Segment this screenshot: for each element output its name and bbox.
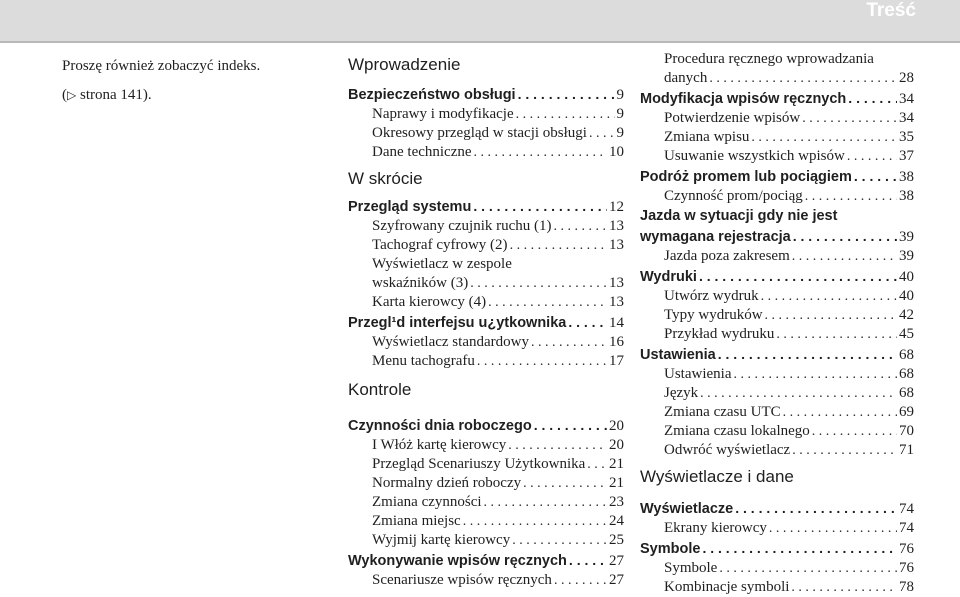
dot-leader: [699, 266, 897, 286]
toc-chapter-entry[interactable]: [348, 196, 624, 217]
toc-page-number: 74: [899, 520, 914, 536]
toc-chapter-entry[interactable]: [640, 538, 914, 559]
section-title: Treść: [866, 0, 916, 21]
toc-entry-title: Wykonywanie wpisów ręcznych: [348, 553, 567, 569]
toc-chapter-entry[interactable]: [348, 550, 624, 571]
toc-subentry[interactable]: [348, 293, 624, 312]
dot-leader: [765, 306, 897, 325]
toc-column-left: [348, 50, 624, 590]
toc-page-number: 74: [899, 501, 914, 517]
toc-entry-title: Normalny dzień roboczy: [372, 475, 522, 491]
toc-page-number: 34: [899, 91, 914, 107]
dot-leader: [484, 493, 607, 512]
toc-chapter-entry[interactable]: [640, 266, 914, 287]
dot-leader: [761, 287, 897, 306]
dot-leader: [534, 415, 607, 435]
toc-entry-title: Symbole: [640, 541, 701, 557]
toc-subentry[interactable]: [640, 519, 914, 538]
toc-entry-title: Tachograf cyfrowy (2): [372, 237, 508, 253]
toc-entry-title: Przykład wydruku: [664, 326, 775, 342]
toc-subentry[interactable]: [640, 403, 914, 422]
toc-entry-title: Utwórz wydruk: [664, 288, 759, 304]
toc-entry-title: Menu tachografu: [372, 353, 475, 369]
toc-subentry[interactable]: [640, 147, 914, 166]
toc-chapter-entry[interactable]: [640, 206, 914, 247]
toc-subentry[interactable]: [348, 236, 624, 255]
toc-page-number: 9: [616, 125, 624, 141]
dot-leader: [776, 325, 897, 344]
dot-leader: [769, 519, 897, 538]
toc-page-number: 10: [609, 144, 624, 160]
toc-chapter-entry[interactable]: [348, 415, 624, 436]
index-note-reference: (▷ strona 141).: [62, 87, 152, 103]
toc-subentry[interactable]: [348, 124, 624, 143]
dot-leader: [589, 124, 615, 143]
toc-subentry[interactable]: [348, 531, 624, 550]
section-heading: Kontrole: [348, 380, 412, 399]
toc-subentry[interactable]: [348, 143, 624, 162]
toc-subentry[interactable]: [348, 217, 624, 236]
toc-subentry[interactable]: [640, 50, 914, 88]
toc-entry-title: Czynność prom/pociąg: [664, 188, 803, 204]
toc-subentry[interactable]: [348, 333, 624, 352]
dot-leader: [791, 578, 897, 597]
dot-leader: [735, 498, 897, 518]
dot-leader: [510, 236, 607, 255]
toc-page-number: 76: [899, 541, 914, 557]
toc-subentry[interactable]: [640, 287, 914, 306]
dot-leader: [554, 571, 607, 590]
toc-subentry[interactable]: [640, 578, 914, 597]
header-bar: [0, 0, 960, 43]
index-note: [62, 52, 292, 110]
dot-leader: [531, 333, 607, 352]
dot-leader: [518, 84, 615, 104]
toc-page-number: 37: [899, 148, 914, 164]
toc-page-number: 68: [899, 366, 914, 382]
toc-entry-title: Wyświetlacz w zespole: [372, 256, 512, 272]
toc-entry-title: Przegląd systemu: [348, 199, 472, 215]
toc-page-number: 76: [899, 560, 914, 576]
toc-page-number: 35: [899, 129, 914, 145]
toc-chapter-entry[interactable]: [640, 166, 914, 187]
toc-chapter-entry[interactable]: [640, 344, 914, 365]
toc-subentry[interactable]: [640, 187, 914, 206]
section-heading: Wprowadzenie: [348, 55, 461, 74]
dot-leader: [512, 531, 607, 550]
toc-subentry[interactable]: [348, 255, 624, 293]
toc-entry-title: Usuwanie wszystkich wpisów: [664, 148, 845, 164]
toc-entry-title: Karta kierowcy (4): [372, 294, 487, 310]
toc-entry-title: Dane techniczne: [372, 144, 472, 160]
dot-leader: [554, 217, 607, 236]
dot-leader: [812, 422, 897, 441]
toc-entry-title: Zmiana czynności: [372, 494, 482, 510]
toc-entry-title: Potwierdzenie wpisów: [664, 110, 801, 126]
toc-entry-title: Podróż promem lub pociągiem: [640, 169, 852, 185]
toc-entry-title: Przegl¹d interfejsu u¿ytkownika: [348, 315, 567, 331]
dot-leader: [473, 196, 607, 216]
toc-page-number: 20: [609, 418, 624, 434]
toc-page-number: 12: [609, 199, 624, 215]
toc-entry-title: Wydruki: [640, 269, 697, 285]
toc-entry-title: Modyfikacja wpisów ręcznych: [640, 91, 847, 107]
toc-subentry[interactable]: [348, 436, 624, 455]
toc-entry-title: Ekrany kierowcy: [664, 520, 767, 536]
toc-page-number: 27: [609, 572, 624, 588]
dot-leader: [805, 187, 897, 206]
toc-page-number: 68: [899, 385, 914, 401]
toc-page-number: 40: [899, 269, 914, 285]
dot-leader: [718, 344, 897, 364]
toc-subentry[interactable]: [640, 365, 914, 384]
toc-page-number: 39: [899, 229, 914, 245]
dot-leader: [733, 365, 897, 384]
toc-page-number: 70: [899, 423, 914, 439]
toc-subentry[interactable]: [348, 352, 624, 371]
toc-page-number: 23: [609, 494, 624, 510]
dot-leader: [477, 352, 607, 371]
toc-entry-title: Jazda w sytuacji gdy nie jest: [640, 208, 838, 224]
toc-entry-title: Odwróć wyświetlacz: [664, 442, 791, 458]
toc-entry-title: Wyjmij kartę kierowcy: [372, 532, 511, 548]
dot-leader: [463, 512, 607, 531]
toc-page-number: 42: [899, 307, 914, 323]
toc-entry-title: Ustawienia: [664, 366, 732, 382]
dot-leader: [709, 69, 897, 88]
toc-chapter-entry[interactable]: [640, 88, 914, 109]
toc-page-number: 16: [609, 334, 624, 350]
dot-leader: [474, 143, 607, 162]
toc-page-number: 27: [609, 553, 624, 569]
toc-page-number: 13: [609, 275, 624, 291]
toc-chapter-entry[interactable]: [348, 84, 624, 105]
toc-entry-title: Procedura ręcznego wprowadzania: [664, 51, 874, 67]
toc-subentry[interactable]: [640, 128, 914, 147]
section-heading: Wyświetlacze i dane: [640, 467, 794, 486]
toc-page-number: 38: [899, 188, 914, 204]
toc-entry-title: danych: [664, 70, 708, 86]
toc-page-number: 17: [609, 353, 624, 369]
toc-page-number: 38: [899, 169, 914, 185]
dot-leader: [802, 109, 897, 128]
toc-chapter-entry[interactable]: [348, 312, 624, 333]
toc-entry-title: Typy wydruków: [664, 307, 763, 323]
toc-page-number: 13: [609, 218, 624, 234]
toc-entry-title: Szyfrowany czujnik ruchu (1): [372, 218, 552, 234]
dot-leader: [508, 436, 607, 455]
toc-entry-title: wskaźników (3): [372, 275, 469, 291]
toc-page-number: 28: [899, 70, 914, 86]
toc-page-number: 13: [609, 294, 624, 310]
toc-page-number: 24: [609, 513, 624, 529]
dot-leader: [792, 247, 897, 266]
toc-subentry[interactable]: [348, 571, 624, 590]
toc-entry-title: Ustawienia: [640, 347, 716, 363]
toc-page-number: 9: [616, 87, 624, 103]
toc-subentry[interactable]: [640, 247, 914, 266]
toc-subentry[interactable]: [348, 474, 624, 493]
toc-page-number: 69: [899, 404, 914, 420]
toc-page-number: 45: [899, 326, 914, 342]
dot-leader: [719, 559, 897, 578]
toc-entry-title: Symbole: [664, 560, 718, 576]
toc-entry-title: Naprawy i modyfikacje: [372, 106, 514, 122]
toc-entry-title: Zmiana czasu UTC: [664, 404, 781, 420]
dot-leader: [854, 166, 897, 186]
toc-page-number: 21: [609, 475, 624, 491]
toc-subentry[interactable]: [348, 493, 624, 512]
toc-entry-title: Kombinacje symboli: [664, 579, 790, 595]
toc-entry-title: Wyświetlacz standardowy: [372, 334, 529, 350]
toc-subentry[interactable]: [348, 105, 624, 124]
toc-entry-title: Zmiana czasu lokalnego: [664, 423, 810, 439]
dot-leader: [792, 441, 897, 460]
dot-leader: [793, 226, 897, 246]
toc-page-number: 71: [899, 442, 914, 458]
toc-column-right: [640, 50, 914, 597]
toc-entry-title: I Włóż kartę kierowcy: [372, 437, 507, 453]
toc-subentry[interactable]: [640, 306, 914, 325]
dot-leader: [847, 147, 897, 166]
dot-leader: [783, 403, 897, 422]
toc-entry-title: Zmiana wpisu: [664, 129, 750, 145]
toc-page-number: 78: [899, 579, 914, 595]
toc-subentry[interactable]: [348, 455, 624, 474]
toc-page-number: 40: [899, 288, 914, 304]
toc-chapter-entry[interactable]: [640, 498, 914, 519]
index-note-line: Proszę również zobaczyć indeks.: [62, 58, 261, 74]
toc-entry-title: Bezpieczeństwo obsługi: [348, 87, 516, 103]
toc-page-number: 68: [899, 347, 914, 363]
section-heading: W skrócie: [348, 169, 423, 188]
toc-entry-title: Język: [664, 385, 699, 401]
page-ref-arrow-icon: ▷: [67, 88, 77, 102]
dot-leader: [587, 455, 607, 474]
toc-subentry[interactable]: [640, 422, 914, 441]
dot-leader: [569, 550, 607, 570]
dot-leader: [523, 474, 607, 493]
toc-entry-title: Zmiana miejsc: [372, 513, 461, 529]
dot-leader: [470, 274, 607, 293]
index-note-page: strona 141).: [79, 87, 152, 103]
toc-page-number: 21: [609, 456, 624, 472]
toc-subentry[interactable]: [640, 559, 914, 578]
toc-page-number: 39: [899, 248, 914, 264]
dot-leader: [488, 293, 607, 312]
toc-subentry[interactable]: [640, 109, 914, 128]
toc-entry-title: Wyświetlacze: [640, 501, 734, 517]
toc-entry-title: Okresowy przegląd w stacji obsługi: [372, 125, 587, 141]
dot-leader: [700, 384, 897, 403]
dot-leader: [568, 312, 607, 332]
dot-leader: [751, 128, 897, 147]
toc-entry-title: Czynności dnia roboczego: [348, 418, 532, 434]
toc-subentry[interactable]: [348, 512, 624, 531]
dot-leader: [702, 538, 897, 558]
toc-page-number: 14: [609, 315, 624, 331]
toc-entry-title: Jazda poza zakresem: [664, 248, 790, 264]
dot-leader: [516, 105, 615, 124]
toc-subentry[interactable]: [640, 441, 914, 460]
toc-page-number: 13: [609, 237, 624, 253]
toc-entry-title: wymagana rejestracja: [640, 229, 791, 245]
dot-leader: [848, 88, 897, 108]
toc-page-number: 25: [609, 532, 624, 548]
toc-entry-title: Przegląd Scenariuszy Użytkownika: [372, 456, 586, 472]
toc-subentry[interactable]: [640, 325, 914, 344]
toc-subentry[interactable]: [640, 384, 914, 403]
toc-page-number: 20: [609, 437, 624, 453]
toc-page-number: 34: [899, 110, 914, 126]
toc-entry-title: Scenariusze wpisów ręcznych: [372, 572, 552, 588]
toc-page-number: 9: [616, 106, 624, 122]
